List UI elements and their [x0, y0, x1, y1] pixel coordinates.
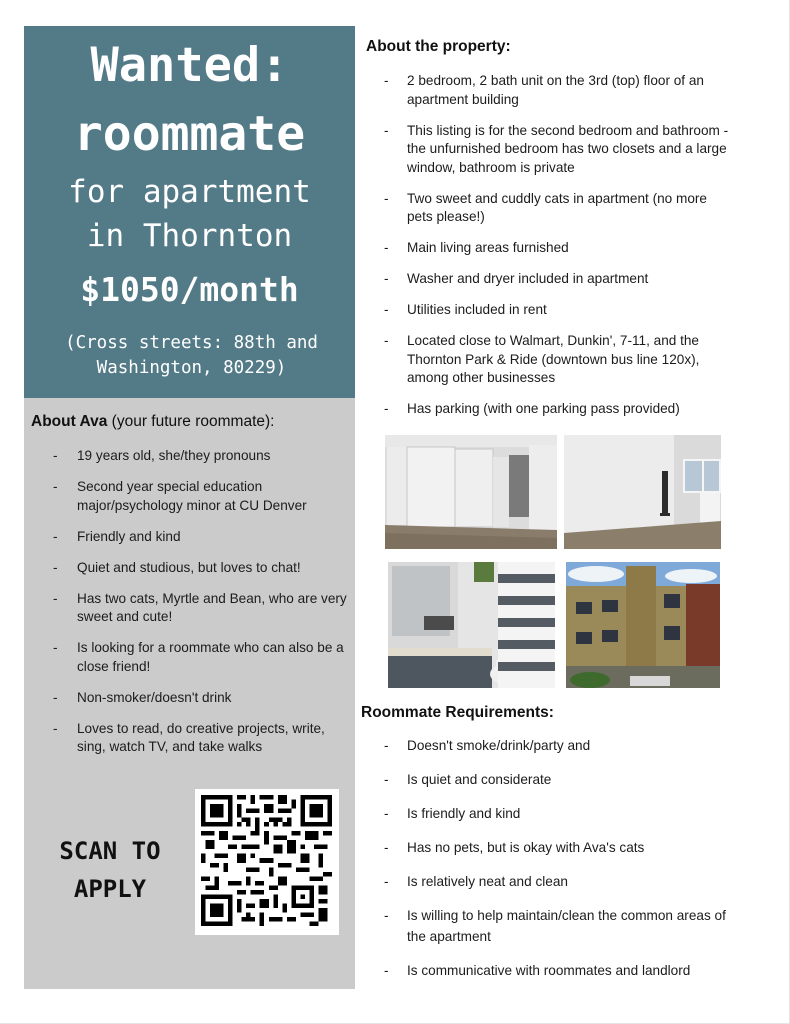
title-wanted: Wanted:: [90, 38, 289, 93]
property-heading: About the property:: [366, 38, 511, 55]
list-item: - Is relatively neat and clean: [384, 871, 734, 892]
property-list: [384, 72, 734, 431]
scan-line1: SCAN TO: [59, 837, 161, 865]
list-item: - Has two cats, Myrtle and Bean, who are very sweet and cute!: [53, 590, 353, 627]
list-item: - Main living areas furnished: [384, 239, 734, 258]
list-item: - Is willing to help maintain/clean the common areas of the apartment: [384, 905, 734, 947]
list-item: - Quiet and studious, but loves to chat!: [53, 559, 353, 578]
list-item: - 19 years old, she/they pronouns: [53, 447, 353, 466]
list-item: - Loves to read, do creative projects, write, sing, watch TV, and take walks: [53, 720, 353, 757]
about-ava-heading-rest: (your future roommate):: [107, 413, 275, 430]
list-item: - Has parking (with one parking pass provided): [384, 400, 734, 419]
list-item: - Is communicative with roommates and landlord: [384, 960, 734, 981]
list-item: - Doesn't smoke/drink/party and: [384, 735, 734, 756]
list-item: - This listing is for the second bedroom and bathroom - the unfurnished bedroom has two closets and a large window, bathroom is private: [384, 122, 734, 178]
list-item: - Located close to Walmart, Dunkin', 7-11, and the Thornton Park & Ride (downtown bus line 120x), among other businesses: [384, 332, 734, 388]
bedroom-window-photo: [564, 435, 721, 549]
bathroom-photo: [388, 562, 555, 688]
list-item: - Utilities included in rent: [384, 301, 734, 320]
list-item: - Is looking for a roommate who can also be a close friend!: [53, 639, 353, 676]
list-item: - Two sweet and cuddly cats in apartment (no more pets please!): [384, 190, 734, 227]
list-item: - Friendly and kind: [53, 528, 353, 547]
requirements-heading: Roommate Requirements:: [361, 704, 554, 721]
list-item: - Second year special education major/psychology minor at CU Denver: [53, 478, 353, 515]
scan-to-apply: [30, 832, 190, 908]
list-item: - Has no pets, but is okay with Ava's cats: [384, 837, 734, 858]
about-ava-heading: [31, 412, 351, 432]
about-ava-heading-bold: About Ava: [31, 413, 108, 430]
list-item: - Washer and dryer included in apartment: [384, 270, 734, 289]
list-item: - Non-smoker/doesn't drink: [53, 689, 353, 708]
about-ava-list: [53, 447, 353, 769]
qr-code-icon: [201, 795, 332, 926]
cross-streets-line1: (Cross streets: 88th and: [65, 333, 318, 353]
qr-code[interactable]: [195, 789, 339, 935]
requirements-list: [384, 735, 734, 994]
list-item: - Is quiet and considerate: [384, 769, 734, 790]
scan-line2: APPLY: [73, 875, 147, 903]
subtitle-location: in Thornton: [86, 218, 293, 254]
cross-streets-line2: Washington, 80229): [96, 358, 287, 378]
bedroom-closets-photo: [385, 435, 557, 549]
title-roommate: roommate: [73, 106, 306, 162]
subtitle-for-apartment: for apartment: [68, 174, 311, 210]
list-item: - Is friendly and kind: [384, 803, 734, 824]
building-exterior-photo: [566, 562, 720, 688]
price: $1050/month: [80, 270, 299, 309]
list-item: - 2 bedroom, 2 bath unit on the 3rd (top) floor of an apartment building: [384, 72, 734, 109]
title-banner: [24, 26, 355, 398]
cross-streets: [38, 331, 345, 381]
